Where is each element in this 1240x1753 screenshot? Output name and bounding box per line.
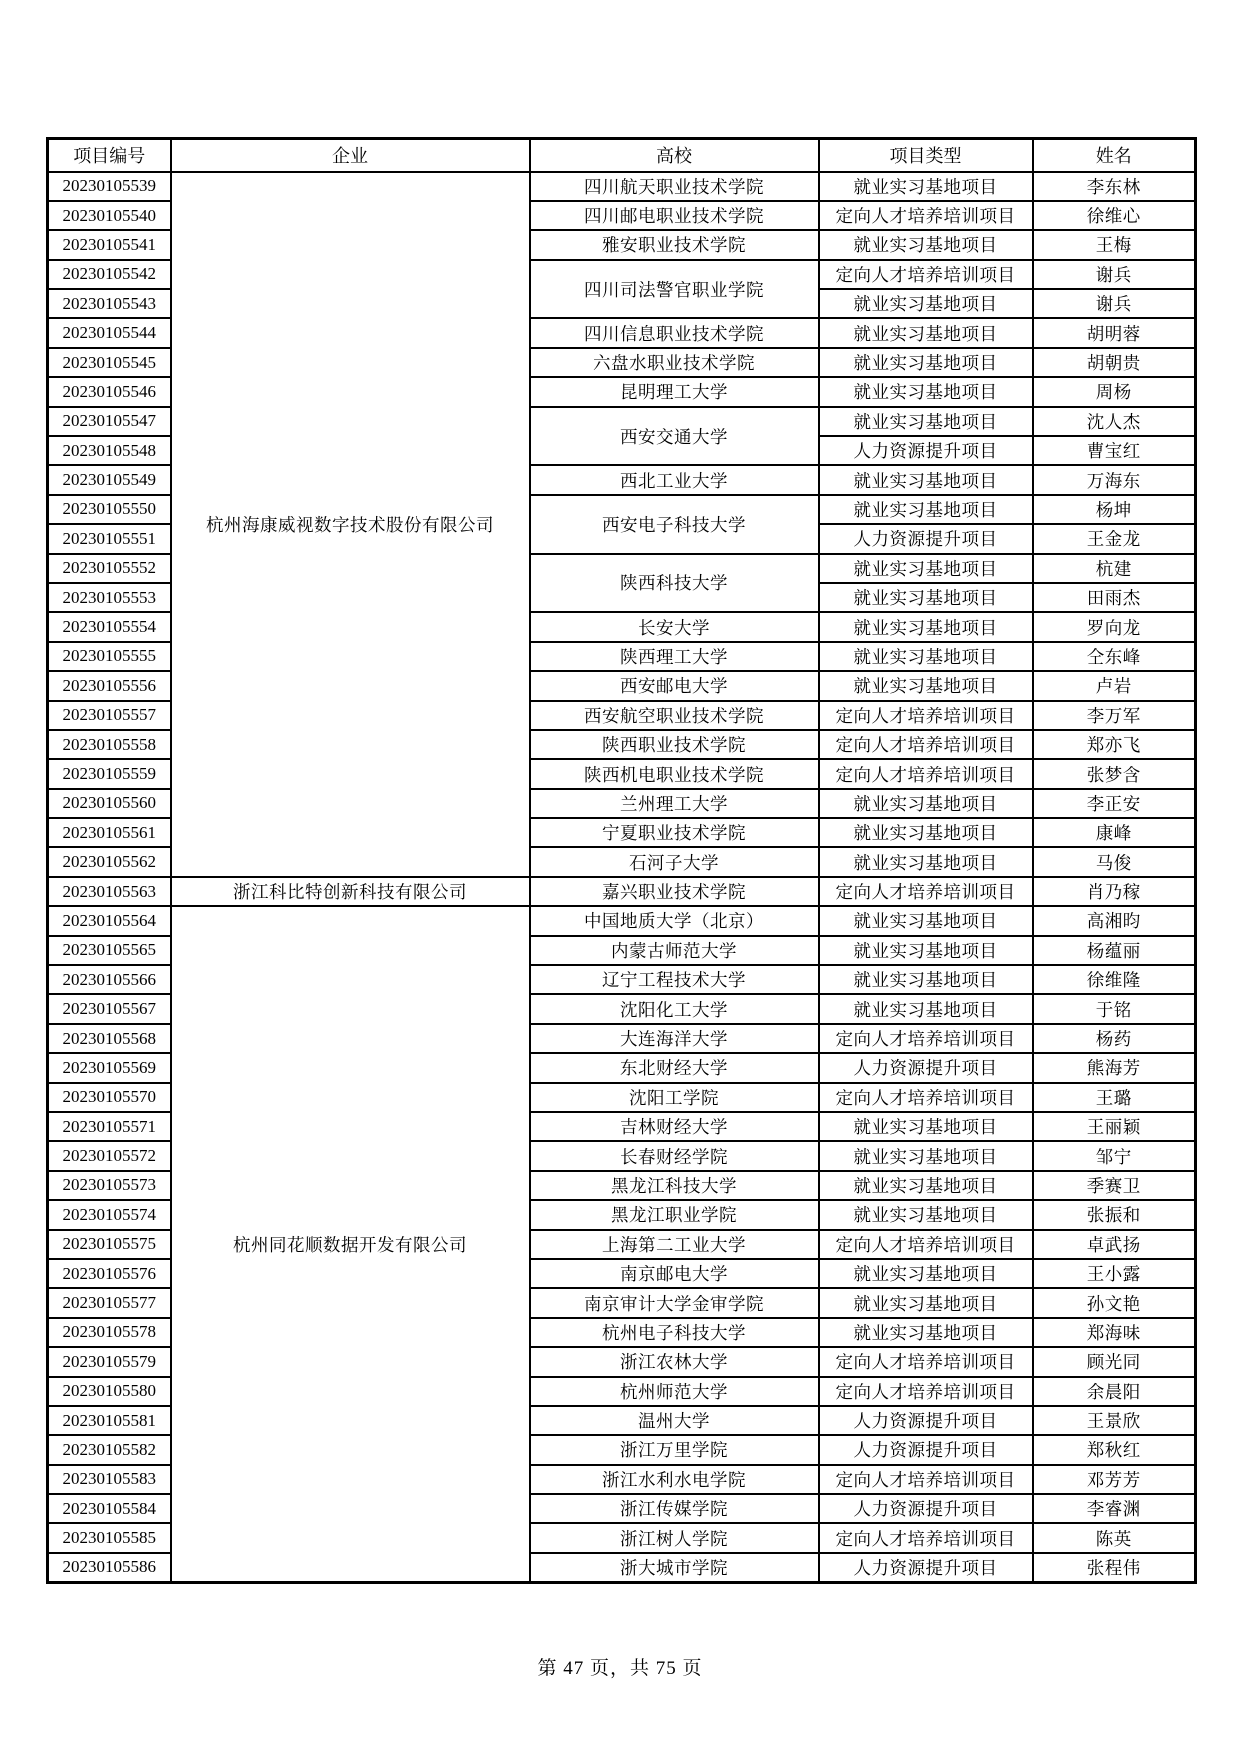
project-id-cell: 20230105552 <box>48 554 171 583</box>
project-id-cell: 20230105559 <box>48 759 171 788</box>
table-body <box>48 172 1196 1583</box>
projects-table <box>46 137 1197 1584</box>
person-name-cell: 李睿渊 <box>1033 1494 1196 1523</box>
school-cell: 嘉兴职业技术学院 <box>530 877 819 906</box>
school-cell: 长春财经学院 <box>530 1141 819 1170</box>
project-type-cell: 定向人才培养培训项目 <box>819 759 1033 788</box>
school-cell: 陕西职业技术学院 <box>530 730 819 759</box>
person-name-cell: 李万军 <box>1033 701 1196 730</box>
project-id-cell: 20230105545 <box>48 348 171 377</box>
person-name-cell: 胡朝贵 <box>1033 348 1196 377</box>
school-cell: 四川司法警官职业学院 <box>530 260 819 319</box>
column-header-company: 企业 <box>171 139 530 172</box>
person-name-cell: 张振和 <box>1033 1200 1196 1229</box>
project-type-cell: 就业实习基地项目 <box>819 172 1033 201</box>
project-id-cell: 20230105543 <box>48 289 171 318</box>
project-id-cell: 20230105562 <box>48 847 171 876</box>
school-cell: 西安电子科技大学 <box>530 495 819 554</box>
project-id-cell: 20230105542 <box>48 260 171 289</box>
project-type-cell: 定向人才培养培训项目 <box>819 1377 1033 1406</box>
project-type-cell: 人力资源提升项目 <box>819 436 1033 465</box>
person-name-cell: 万海东 <box>1033 465 1196 494</box>
project-type-cell: 就业实习基地项目 <box>819 612 1033 641</box>
project-type-cell: 就业实习基地项目 <box>819 318 1033 347</box>
person-name-cell: 徐维隆 <box>1033 965 1196 994</box>
school-cell: 长安大学 <box>530 612 819 641</box>
project-id-cell: 20230105567 <box>48 994 171 1023</box>
school-cell: 西安航空职业技术学院 <box>530 701 819 730</box>
person-name-cell: 曹宝红 <box>1033 436 1196 465</box>
project-id-cell: 20230105540 <box>48 201 171 230</box>
project-type-cell: 定向人才培养培训项目 <box>819 260 1033 289</box>
project-type-cell: 就业实习基地项目 <box>819 1200 1033 1229</box>
school-cell: 南京邮电大学 <box>530 1259 819 1288</box>
project-type-cell: 人力资源提升项目 <box>819 1406 1033 1435</box>
project-id-cell: 20230105547 <box>48 407 171 436</box>
person-name-cell: 卢岩 <box>1033 671 1196 700</box>
project-id-cell: 20230105541 <box>48 230 171 259</box>
project-id-cell: 20230105585 <box>48 1523 171 1552</box>
project-type-cell: 就业实习基地项目 <box>819 965 1033 994</box>
project-type-cell: 就业实习基地项目 <box>819 348 1033 377</box>
project-id-cell: 20230105561 <box>48 818 171 847</box>
company-cell: 杭州海康威视数字技术股份有限公司 <box>171 172 530 877</box>
project-type-cell: 人力资源提升项目 <box>819 1494 1033 1523</box>
school-cell: 四川航天职业技术学院 <box>530 172 819 201</box>
project-type-cell: 人力资源提升项目 <box>819 1553 1033 1582</box>
project-type-cell: 定向人才培养培训项目 <box>819 877 1033 906</box>
school-cell: 辽宁工程技术大学 <box>530 965 819 994</box>
project-id-cell: 20230105570 <box>48 1083 171 1112</box>
table-row <box>48 877 1196 906</box>
person-name-cell: 罗向龙 <box>1033 612 1196 641</box>
project-id-cell: 20230105551 <box>48 524 171 553</box>
project-type-cell: 定向人才培养培训项目 <box>819 1465 1033 1494</box>
project-type-cell: 就业实习基地项目 <box>819 1318 1033 1347</box>
project-id-cell: 20230105574 <box>48 1200 171 1229</box>
person-name-cell: 陈英 <box>1033 1523 1196 1552</box>
person-name-cell: 仝东峰 <box>1033 642 1196 671</box>
person-name-cell: 郑海味 <box>1033 1318 1196 1347</box>
project-id-cell: 20230105560 <box>48 789 171 818</box>
school-cell: 四川信息职业技术学院 <box>530 318 819 347</box>
company-cell: 杭州同花顺数据开发有限公司 <box>171 906 530 1582</box>
project-id-cell: 20230105546 <box>48 377 171 406</box>
school-cell: 兰州理工大学 <box>530 789 819 818</box>
project-id-cell: 20230105584 <box>48 1494 171 1523</box>
project-id-cell: 20230105555 <box>48 642 171 671</box>
school-cell: 浙大城市学院 <box>530 1553 819 1582</box>
project-id-cell: 20230105583 <box>48 1465 171 1494</box>
person-name-cell: 王小露 <box>1033 1259 1196 1288</box>
school-cell: 四川邮电职业技术学院 <box>530 201 819 230</box>
project-type-cell: 就业实习基地项目 <box>819 936 1033 965</box>
project-id-cell: 20230105557 <box>48 701 171 730</box>
project-id-cell: 20230105571 <box>48 1112 171 1141</box>
school-cell: 浙江万里学院 <box>530 1435 819 1464</box>
project-type-cell: 人力资源提升项目 <box>819 524 1033 553</box>
project-type-cell: 定向人才培养培训项目 <box>819 1024 1033 1053</box>
school-cell: 沈阳工学院 <box>530 1083 819 1112</box>
school-cell: 浙江传媒学院 <box>530 1494 819 1523</box>
person-name-cell: 高湘昀 <box>1033 906 1196 935</box>
person-name-cell: 谢兵 <box>1033 289 1196 318</box>
project-type-cell: 就业实习基地项目 <box>819 495 1033 524</box>
person-name-cell: 张程伟 <box>1033 1553 1196 1582</box>
school-cell: 杭州师范大学 <box>530 1377 819 1406</box>
person-name-cell: 王金龙 <box>1033 524 1196 553</box>
project-type-cell: 定向人才培养培训项目 <box>819 1083 1033 1112</box>
school-cell: 杭州电子科技大学 <box>530 1318 819 1347</box>
school-cell: 中国地质大学（北京） <box>530 906 819 935</box>
project-type-cell: 就业实习基地项目 <box>819 1259 1033 1288</box>
project-id-cell: 20230105581 <box>48 1406 171 1435</box>
project-id-cell: 20230105573 <box>48 1171 171 1200</box>
project-id-cell: 20230105564 <box>48 906 171 935</box>
project-type-cell: 就业实习基地项目 <box>819 377 1033 406</box>
table-row <box>48 906 1196 935</box>
school-cell: 西安邮电大学 <box>530 671 819 700</box>
person-name-cell: 王梅 <box>1033 230 1196 259</box>
person-name-cell: 杨蕴丽 <box>1033 936 1196 965</box>
school-cell: 上海第二工业大学 <box>530 1230 819 1259</box>
person-name-cell: 熊海芳 <box>1033 1053 1196 1082</box>
person-name-cell: 邹宁 <box>1033 1141 1196 1170</box>
person-name-cell: 马俊 <box>1033 847 1196 876</box>
project-type-cell: 定向人才培养培训项目 <box>819 201 1033 230</box>
school-cell: 六盘水职业技术学院 <box>530 348 819 377</box>
person-name-cell: 王丽颖 <box>1033 1112 1196 1141</box>
project-type-cell: 就业实习基地项目 <box>819 465 1033 494</box>
project-id-cell: 20230105580 <box>48 1377 171 1406</box>
person-name-cell: 王璐 <box>1033 1083 1196 1112</box>
school-cell: 西北工业大学 <box>530 465 819 494</box>
person-name-cell: 孙文艳 <box>1033 1288 1196 1317</box>
school-cell: 黑龙江科技大学 <box>530 1171 819 1200</box>
project-type-cell: 就业实习基地项目 <box>819 1171 1033 1200</box>
school-cell: 南京审计大学金审学院 <box>530 1288 819 1317</box>
school-cell: 陕西理工大学 <box>530 642 819 671</box>
project-type-cell: 就业实习基地项目 <box>819 818 1033 847</box>
company-cell: 浙江科比特创新科技有限公司 <box>171 877 530 906</box>
person-name-cell: 邓芳芳 <box>1033 1465 1196 1494</box>
person-name-cell: 胡明蓉 <box>1033 318 1196 347</box>
project-id-cell: 20230105544 <box>48 318 171 347</box>
project-id-cell: 20230105572 <box>48 1141 171 1170</box>
person-name-cell: 肖乃稼 <box>1033 877 1196 906</box>
school-cell: 石河子大学 <box>530 847 819 876</box>
project-id-cell: 20230105586 <box>48 1553 171 1582</box>
column-header-project-type: 项目类型 <box>819 139 1033 172</box>
school-cell: 西安交通大学 <box>530 407 819 466</box>
person-name-cell: 郑亦飞 <box>1033 730 1196 759</box>
project-type-cell: 就业实习基地项目 <box>819 1288 1033 1317</box>
person-name-cell: 杨药 <box>1033 1024 1196 1053</box>
project-type-cell: 就业实习基地项目 <box>819 906 1033 935</box>
school-cell: 宁夏职业技术学院 <box>530 818 819 847</box>
project-id-cell: 20230105578 <box>48 1318 171 1347</box>
project-id-cell: 20230105576 <box>48 1259 171 1288</box>
person-name-cell: 沈人杰 <box>1033 407 1196 436</box>
school-cell: 浙江农林大学 <box>530 1347 819 1376</box>
project-id-cell: 20230105563 <box>48 877 171 906</box>
project-id-cell: 20230105577 <box>48 1288 171 1317</box>
person-name-cell: 郑秋红 <box>1033 1435 1196 1464</box>
table-header-row <box>48 139 1196 172</box>
project-type-cell: 人力资源提升项目 <box>819 1053 1033 1082</box>
project-type-cell: 就业实习基地项目 <box>819 789 1033 818</box>
project-id-cell: 20230105568 <box>48 1024 171 1053</box>
project-id-cell: 20230105575 <box>48 1230 171 1259</box>
person-name-cell: 周杨 <box>1033 377 1196 406</box>
project-type-cell: 就业实习基地项目 <box>819 671 1033 700</box>
project-type-cell: 定向人才培养培训项目 <box>819 1523 1033 1552</box>
person-name-cell: 李东林 <box>1033 172 1196 201</box>
person-name-cell: 李正安 <box>1033 789 1196 818</box>
person-name-cell: 田雨杰 <box>1033 583 1196 612</box>
person-name-cell: 杭建 <box>1033 554 1196 583</box>
school-cell: 温州大学 <box>530 1406 819 1435</box>
person-name-cell: 于铭 <box>1033 994 1196 1023</box>
person-name-cell: 杨坤 <box>1033 495 1196 524</box>
project-id-cell: 20230105554 <box>48 612 171 641</box>
table-row <box>48 172 1196 201</box>
person-name-cell: 王景欣 <box>1033 1406 1196 1435</box>
project-type-cell: 就业实习基地项目 <box>819 289 1033 318</box>
project-id-cell: 20230105565 <box>48 936 171 965</box>
project-type-cell: 就业实习基地项目 <box>819 994 1033 1023</box>
project-type-cell: 就业实习基地项目 <box>819 554 1033 583</box>
project-type-cell: 定向人才培养培训项目 <box>819 1230 1033 1259</box>
project-type-cell: 定向人才培养培训项目 <box>819 701 1033 730</box>
person-name-cell: 余晨阳 <box>1033 1377 1196 1406</box>
project-type-cell: 就业实习基地项目 <box>819 1141 1033 1170</box>
school-cell: 昆明理工大学 <box>530 377 819 406</box>
column-header-project-id: 项目编号 <box>48 139 171 172</box>
project-id-cell: 20230105566 <box>48 965 171 994</box>
project-id-cell: 20230105556 <box>48 671 171 700</box>
school-cell: 内蒙古师范大学 <box>530 936 819 965</box>
person-name-cell: 卓武扬 <box>1033 1230 1196 1259</box>
project-type-cell: 就业实习基地项目 <box>819 1112 1033 1141</box>
school-cell: 沈阳化工大学 <box>530 994 819 1023</box>
project-id-cell: 20230105550 <box>48 495 171 524</box>
project-id-cell: 20230105548 <box>48 436 171 465</box>
person-name-cell: 徐维心 <box>1033 201 1196 230</box>
project-type-cell: 就业实习基地项目 <box>819 583 1033 612</box>
school-cell: 陕西科技大学 <box>530 554 819 613</box>
project-type-cell: 就业实习基地项目 <box>819 407 1033 436</box>
project-id-cell: 20230105569 <box>48 1053 171 1082</box>
school-cell: 黑龙江职业学院 <box>530 1200 819 1229</box>
project-type-cell: 人力资源提升项目 <box>819 1435 1033 1464</box>
project-id-cell: 20230105553 <box>48 583 171 612</box>
project-id-cell: 20230105579 <box>48 1347 171 1376</box>
project-id-cell: 20230105549 <box>48 465 171 494</box>
school-cell: 雅安职业技术学院 <box>530 230 819 259</box>
person-name-cell: 顾光同 <box>1033 1347 1196 1376</box>
project-id-cell: 20230105558 <box>48 730 171 759</box>
project-type-cell: 就业实习基地项目 <box>819 642 1033 671</box>
project-type-cell: 就业实习基地项目 <box>819 847 1033 876</box>
school-cell: 浙江树人学院 <box>530 1523 819 1552</box>
project-type-cell: 就业实习基地项目 <box>819 230 1033 259</box>
person-name-cell: 康峰 <box>1033 818 1196 847</box>
project-id-cell: 20230105582 <box>48 1435 171 1464</box>
project-type-cell: 定向人才培养培训项目 <box>819 730 1033 759</box>
page-footer: 第 47 页，共 75 页 <box>537 1658 703 1679</box>
school-cell: 大连海洋大学 <box>530 1024 819 1053</box>
column-header-person-name: 姓名 <box>1033 139 1196 172</box>
school-cell: 吉林财经大学 <box>530 1112 819 1141</box>
person-name-cell: 张梦含 <box>1033 759 1196 788</box>
project-id-cell: 20230105539 <box>48 172 171 201</box>
school-cell: 东北财经大学 <box>530 1053 819 1082</box>
school-cell: 陕西机电职业技术学院 <box>530 759 819 788</box>
project-type-cell: 定向人才培养培训项目 <box>819 1347 1033 1376</box>
school-cell: 浙江水利水电学院 <box>530 1465 819 1494</box>
person-name-cell: 谢兵 <box>1033 260 1196 289</box>
column-header-school: 高校 <box>530 139 819 172</box>
person-name-cell: 季赛卫 <box>1033 1171 1196 1200</box>
